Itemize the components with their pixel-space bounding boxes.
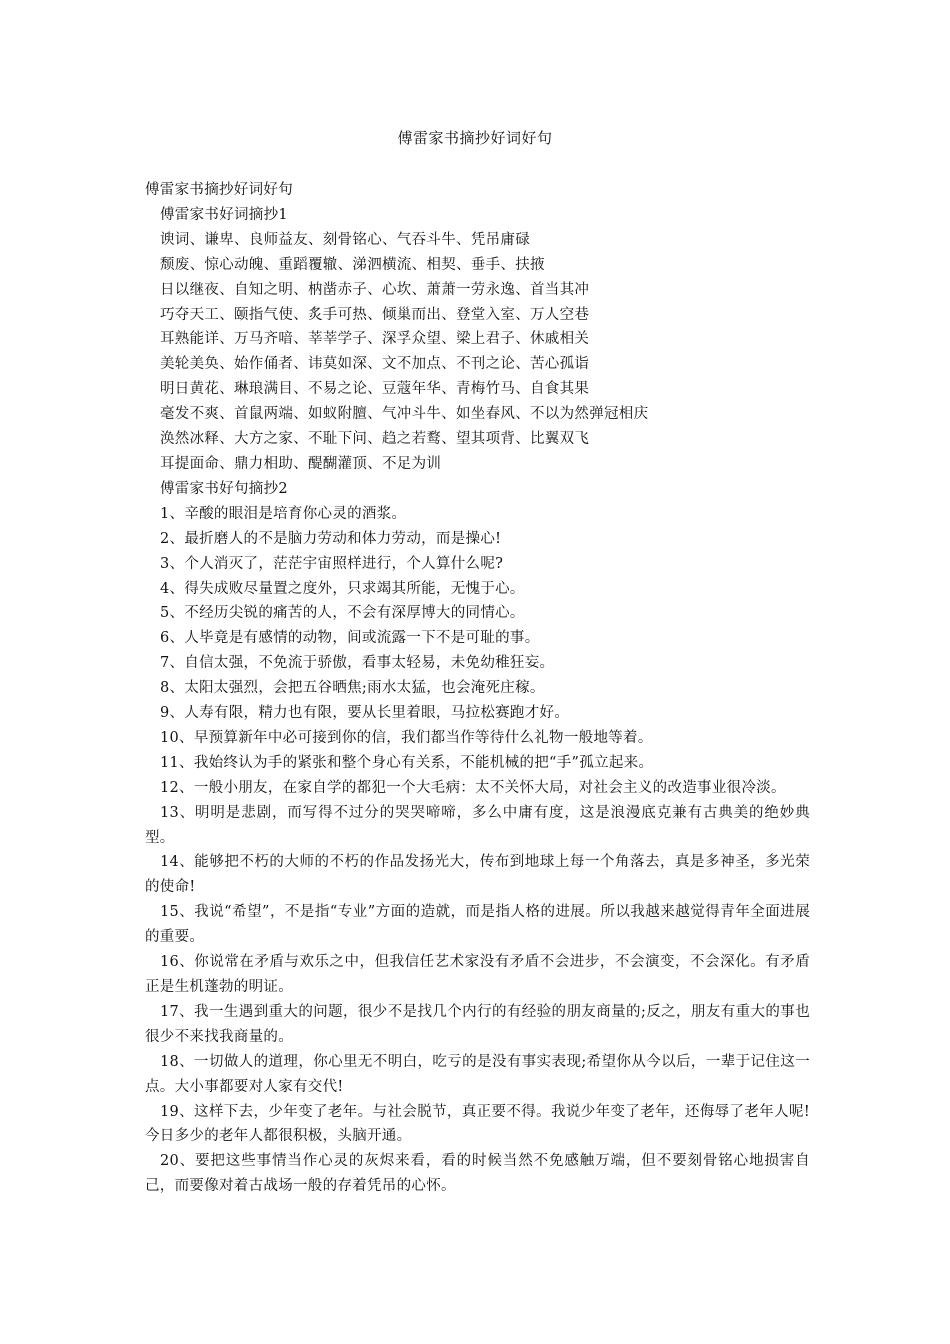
- word-line: 毫发不爽、首鼠两端、如蚁附膻、气冲斗牛、如坐春风、不以为然弹冠相庆: [160, 406, 649, 423]
- word-line: 巧夺天工、颐指气使、炙手可热、倾巢而出、登堂入室、万人空巷: [160, 306, 590, 323]
- sentence-item: 5、不经历尖锐的痛苦的人，不会有深厚博大的同情心。: [160, 605, 525, 622]
- sentence-item: 17、我一生遇到重大的问题，很少不是找几个内行的有经验的朋友商量的;反之，朋友有重大的事也很少不来找我商量的。: [145, 1003, 810, 1045]
- section-heading-words: 傅雷家书好词摘抄1: [160, 206, 288, 223]
- sentence-item: 15、我说“希望”，不是指“专业”方面的造就，而是指人格的进展。所以我越来越觉得青年全面进展的重要。: [145, 904, 810, 946]
- word-line: 日以继夜、自知之明、枘凿赤子、心坎、萧萧一劳永逸、首当其冲: [160, 281, 590, 298]
- sentence-item: 11、我始终认为手的紧张和整个身心有关系，不能机械的把“手”孤立起来。: [160, 754, 654, 771]
- sentence-item: 3、个人消灭了，茫茫宇宙照样进行，个人算什么呢?: [160, 555, 504, 572]
- sentence-item: 18、一切做人的道理，你心里无不明白，吃亏的是没有事实表现;希望你从今以后，一辈于记住这一点。大小事都要对人家有交代!: [145, 1053, 810, 1095]
- section-heading-sentences: 傅雷家书好句摘抄2: [160, 480, 288, 497]
- document-title: 傅雷家书摘抄好词好句: [397, 129, 553, 147]
- word-line: 谀词、谦卑、良师益友、刻骨铭心、气吞斗牛、凭吊庸碌: [160, 231, 530, 248]
- sentence-item: 14、能够把不朽的大师的不朽的作品发扬光大，传布到地球上每一个角落去，真是多神圣，多光荣的使命!: [145, 854, 810, 896]
- sentence-item: 6、人毕竟是有感情的动物，间或流露一下不是可耻的事。: [160, 630, 540, 647]
- sentence-item: 7、自信太强，不免流于骄傲，看事太轻易，未免幼稚狂妄。: [160, 655, 555, 672]
- sentence-item: 1、辛酸的眼泪是培育你心灵的酒浆。: [160, 505, 407, 522]
- sentence-item: 20、要把这些事情当作心灵的灰烬来看，看的时候当然不免感触万端，但不要刻骨铭心地损害自己，而要像对着古战场一般的存着凭吊的心怀。: [145, 1153, 810, 1195]
- word-line: 颓废、惊心动魄、重蹈覆辙、涕泗横流、相契、垂手、扶掖: [160, 256, 545, 273]
- sentence-item: 8、太阳太强烈，会把五谷晒焦;雨水太猛，也会淹死庄稼。: [160, 680, 545, 697]
- sentence-item: 12、一般小朋友，在家自学的都犯一个大毛病：太不关怀大局，对社会主义的改造事业很冷淡。: [160, 779, 786, 796]
- sentence-item: 19、这样下去，少年变了老年。与社会脱节，真正要不得。我说少年变了老年，还侮辱了老年人呢!今日多少的老年人都很积极，头脑开通。: [145, 1103, 810, 1145]
- word-line: 耳熟能详、万马齐喑、莘莘学子、深孚众望、梁上君子、休戚相关: [160, 331, 590, 348]
- word-line: 明日黄花、琳琅满目、不易之论、豆蔻年华、青梅竹马、自食其果: [160, 381, 590, 398]
- sentence-item: 10、早预算新年中必可接到你的信，我们都当作等待什么礼物一般地等着。: [160, 729, 653, 746]
- sentence-item: 2、最折磨人的不是脑力劳动和体力劳动，而是操心!: [160, 530, 502, 547]
- sentence-item: 13、明明是悲剧，而写得不过分的哭哭啼啼，多么中庸有度，这是浪漫底克兼有古典美的绝妙典型。: [145, 804, 810, 846]
- word-line: 涣然冰释、大方之家、不耻下问、趋之若鹜、望其项背、比翼双飞: [160, 431, 590, 448]
- document-body: [145, 178, 810, 1199]
- sentence-item: 9、人寿有限，精力也有限，要从长里着眼，马拉松赛跑才好。: [160, 705, 570, 722]
- sentence-item: 4、得失成败尽量置之度外，只求竭其所能，无愧于心。: [160, 580, 525, 597]
- word-line: 美轮美奂、始作俑者、讳莫如深、文不加点、不刊之论、苦心孤诣: [160, 356, 590, 373]
- document-subtitle: 傅雷家书摘抄好词好句: [145, 182, 293, 198]
- word-line: 耳提面命、鼎力相助、醍醐灌顶、不足为训: [160, 455, 442, 472]
- sentence-item: 16、你说常在矛盾与欢乐之中，但我信任艺术家没有矛盾不会进步，不会演变，不会深化。有矛盾正是生机蓬勃的明证。: [145, 954, 810, 995]
